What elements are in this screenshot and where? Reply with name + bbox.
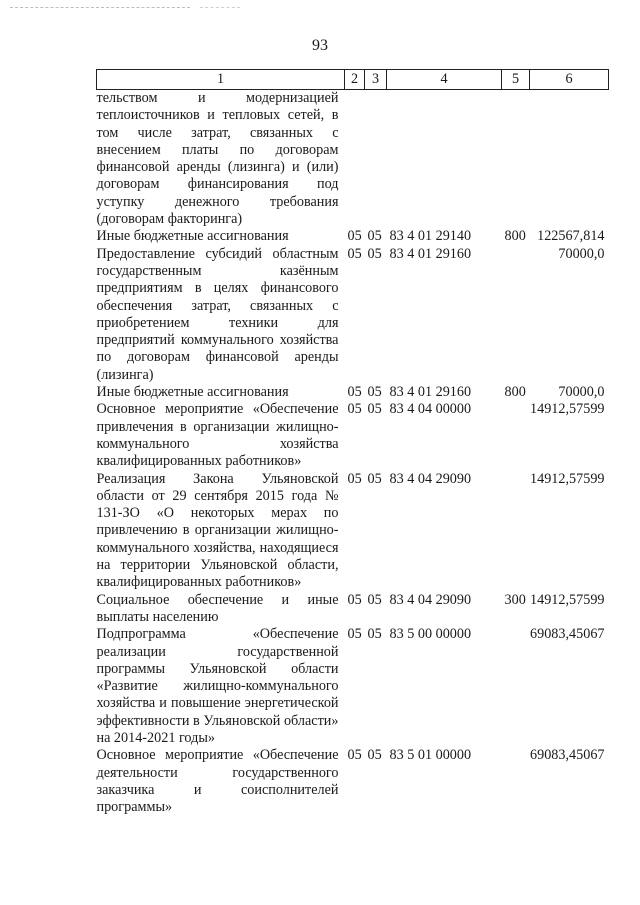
target-article-code [387,90,502,229]
page-number: 93 [312,37,328,54]
target-article-code: 83 5 01 00000 [389,747,472,764]
expense-type-code [502,90,530,229]
section-code: 05 [347,401,362,418]
table-row [97,384,609,401]
scan-mark [200,7,240,10]
amount: 14912,57599 [530,470,605,487]
section-code: 05 [347,591,362,608]
target-article-code: 83 4 04 29090 [389,591,472,608]
row-name: Основное мероприятие «Обеспечение деятельности государственного заказчика и соисполнителей программы» [96,747,339,816]
subsection-code: 05 [367,401,382,418]
amount: 70000,0 [558,245,605,262]
row-name: Предоставление субсидий областным государственным казённым предприятиям в целях финансового обеспечения затрат, связанных с приобретением техники для предприятий коммунального хозяйства по договорам финансовой аренды (лизинга) [96,245,339,383]
subsection-code [365,90,387,229]
section-code: 05 [347,626,362,643]
row-name: Иные бюджетные ассигнования [96,228,289,245]
table-row [97,471,609,592]
table-row [97,90,609,229]
amount: 70000,0 [558,384,605,401]
expense-type-code [502,401,530,470]
amount: 69083,45067 [530,626,605,643]
table-row [97,228,609,245]
expense-type-code [502,747,530,816]
section-code: 05 [347,384,362,401]
amount: 14912,57599 [530,591,605,608]
target-article-code: 83 4 01 29160 [389,245,472,262]
row-name: Реализация Закона Ульяновской области от 29 сентября 2015 года № 131-ЗО «О некоторых мерах по привлечению в организации жилищно-коммунального хозяйства, находящиеся на территории Ульяновской области, квалифицированных работников» [96,470,339,591]
expense-type-code: 800 [504,384,526,401]
section-code [345,90,365,229]
target-article-code: 83 5 00 00000 [389,626,472,643]
target-article-code: 83 4 04 00000 [389,401,472,418]
row-name: тельством и модернизацией теплоисточников и тепловых сетей, в том числе затрат, связанных с внесением платы по договорам финансовой аренды (лизинга) и (или) договорам финансирования под уступку денежного требования (договорам факторинга) [96,90,339,228]
subsection-code: 05 [367,591,382,608]
subsection-code: 05 [367,470,382,487]
expense-type-code [502,626,530,747]
section-code: 05 [347,228,362,245]
target-article-code: 83 4 04 29090 [389,470,472,487]
amount: 69083,45067 [530,747,605,764]
expense-type-code [502,471,530,592]
column-header: 2 [345,70,365,90]
expense-type-code: 800 [504,228,526,245]
section-code: 05 [347,245,362,262]
column-header: 6 [530,70,609,90]
table-row [97,747,609,816]
scan-mark [10,7,190,10]
budget-table [96,69,609,816]
amount [530,90,609,229]
table-row [97,401,609,470]
row-name: Социальное обеспечение и иные выплаты населению [96,591,339,625]
section-code: 05 [347,747,362,764]
amount: 122567,814 [537,228,605,245]
target-article-code: 83 4 01 29140 [389,228,472,245]
column-header: 4 [387,70,502,90]
subsection-code: 05 [367,384,382,401]
subsection-code: 05 [367,626,382,643]
amount: 14912,57599 [530,401,605,418]
expense-type-code [502,246,530,384]
column-header: 3 [365,70,387,90]
subsection-code: 05 [367,228,382,245]
row-name: Иные бюджетные ассигнования [96,384,289,401]
table-row [97,626,609,747]
target-article-code: 83 4 01 29160 [389,384,472,401]
row-name: Подпрограмма «Обеспечение реализации государственной программы Ульяновской области «Развитие жилищно-коммунального хозяйства и повышение энергетической эффективности в Ульяновской области» на 2014-2021 годы» [96,626,339,746]
expense-type-code: 300 [504,591,526,608]
row-name: Основное мероприятие «Обеспечение привлечения в организации жилищно-коммунального хозяйства квалифицированных работников» [96,401,339,470]
table-header-row [97,70,609,90]
column-header: 1 [97,70,345,90]
table-row [97,592,609,627]
section-code: 05 [347,470,362,487]
subsection-code: 05 [367,747,382,764]
column-header: 5 [502,70,530,90]
subsection-code: 05 [367,245,382,262]
table-row [97,246,609,384]
